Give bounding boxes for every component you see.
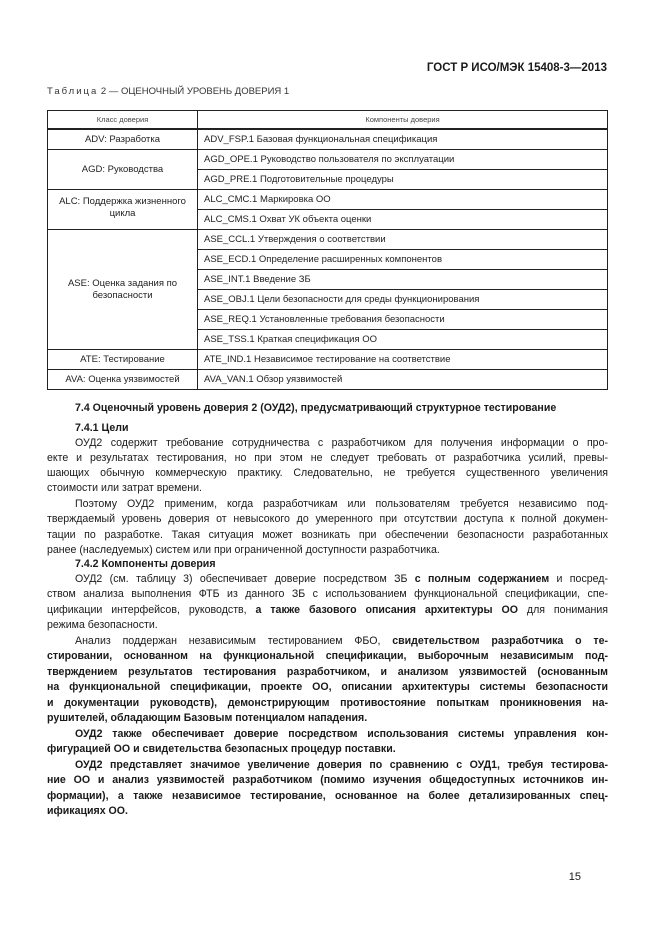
text: ством анализа выполнения ФТБ из данного ЗБ с использованием функциональной спецификации, спе- <box>47 588 608 600</box>
assurance-component-cell: AVA_VAN.1 Обзор уязвимостей <box>198 370 608 390</box>
text: стоимости или затрат времени. <box>47 482 202 494</box>
text-line <box>75 497 608 512</box>
assurance-class-cell: ASE: Оценка задания по безопасности <box>48 230 198 350</box>
bold-text: и документации руководств), демонстрирующим противостояние попыткам проникновения на- <box>47 697 608 709</box>
assurance-component-cell: ASE_ECD.1 Определение расширенных компонентов <box>198 250 608 270</box>
assurance-component-cell: ASE_OBJ.1 Цели безопасности для среды функционирования <box>198 290 608 310</box>
assurance-component-cell: ADV_FSP.1 Базовая функциональная спецификация <box>198 129 608 150</box>
text-line <box>47 665 608 680</box>
assurance-class-cell: AGD: Руководства <box>48 150 198 190</box>
text-line <box>47 711 367 726</box>
text-line <box>47 680 608 695</box>
assurance-component-cell: ALC_CMC.1 Маркировка ОО <box>198 190 608 210</box>
table-caption <box>47 86 289 97</box>
text-line <box>75 727 608 742</box>
table-row <box>48 129 608 150</box>
assurance-class-cell: ALC: Поддержка жизненного цикла <box>48 190 198 230</box>
text: Поэтому ОУД2 применим, когда разработчикам или пользователям требуется независимо под- <box>75 498 608 510</box>
text-line <box>47 512 608 527</box>
document-id: ГОСТ Р ИСО/МЭК 15408-3—2013 <box>426 62 607 74</box>
assurance-component-cell: ASE_CCL.1 Утверждения о соответствии <box>198 230 608 250</box>
bold-text: ние ОО и анализ уязвимостей разработчиком (помимо изучения общедоступных источников ин- <box>47 774 608 786</box>
assurance-component-cell: ALC_CMS.1 Охват УК объекта оценки <box>198 210 608 230</box>
text: шающих обычную коммерческую практику. Следовательно, не требуется существенного увеличения <box>47 467 608 479</box>
bold-text: 7.4.1 Цели <box>75 422 129 434</box>
text-line <box>47 603 608 618</box>
bold-text: 7.4.2 Компоненты доверия <box>75 558 216 570</box>
section-heading <box>75 557 216 572</box>
section-heading <box>75 401 556 416</box>
text-line <box>47 789 608 804</box>
bold-text: с полным содержанием <box>414 573 550 585</box>
assurance-component-cell: ASE_INT.1 Введение ЗБ <box>198 270 608 290</box>
bold-text: ификациях ОО. <box>47 805 128 817</box>
table-row <box>48 350 608 370</box>
text: ОУД2 содержит требование сотрудничества с разработчиком для получения информации о про- <box>75 437 608 449</box>
text-line <box>47 804 128 819</box>
assurance-component-cell: AGD_PRE.1 Подготовительные процедуры <box>198 170 608 190</box>
bold-text: стировании, основанном на функциональной спецификации, выборочным независимым под- <box>47 650 608 662</box>
table-row <box>48 230 608 250</box>
page-number: 15 <box>568 871 581 883</box>
text-line <box>47 451 608 466</box>
text: тверждаемый уровень доверия от невысокого до умеренного при отсутствии доступа к полной докумен- <box>47 513 608 525</box>
assurance-component-cell: AGD_OPE.1 Руководство пользователя по эксплуатации <box>198 150 608 170</box>
text-line <box>75 436 608 451</box>
text-line <box>75 634 608 649</box>
text: тации по разработке. Такая ситуация может возникать при обеспечении безопасности разработанных <box>47 529 608 541</box>
text-line <box>75 758 608 773</box>
text-line <box>47 773 608 788</box>
text: цификации интерфейсов, руководств, <box>47 604 256 616</box>
text: режима безопасности. <box>47 619 158 631</box>
assurance-table <box>47 110 608 390</box>
text: ранее (наследуемых) систем или при ограниченной доступности разработчика. <box>47 544 440 556</box>
text-line <box>47 528 608 543</box>
text: для понимания <box>517 604 609 616</box>
column-header-class: Класс доверия <box>48 111 198 130</box>
text-line <box>47 481 202 496</box>
bold-text: а также базового описания архитектуры ОО <box>255 604 518 616</box>
column-header-components: Компоненты доверия <box>198 111 608 130</box>
text-line <box>47 466 608 481</box>
text-line <box>75 572 608 587</box>
assurance-component-cell: ASE_TSS.1 Краткая спецификация ОО <box>198 330 608 350</box>
bold-text: 7.4 Оценочный уровень доверия 2 (ОУД2), предусматривающий структурное тестирование <box>75 402 557 414</box>
bold-text: ОУД2 представляет значимое увеличение доверия по сравнению с ОУД1, требуя тестирова- <box>75 759 608 771</box>
assurance-component-cell: ATE_IND.1 Независимое тестирование на соответствие <box>198 350 608 370</box>
table-row <box>48 370 608 390</box>
text-line <box>47 587 608 602</box>
text-line <box>47 618 158 633</box>
text-line <box>47 742 396 757</box>
bold-text: рушителей, обладающим Базовым потенциалом нападения. <box>47 712 368 724</box>
bold-text: свидетельством разработчика о те- <box>392 635 608 647</box>
text: ОУД2 (см. таблицу 3) обеспечивает доверие посредством ЗБ <box>75 573 415 585</box>
bold-text: фигурацией ОО и свидетельства безопасных процедур поставки. <box>47 743 396 755</box>
table-row <box>48 150 608 170</box>
caption-prefix: Таблица <box>47 86 99 97</box>
bold-text: тверждением результатов тестирования разработчиком, и анализом уязвимостей (основанным <box>47 666 608 678</box>
text: Анализ поддержан независимым тестированием ФБО, <box>75 635 393 647</box>
text: екте и результатах тестирования, но при этом не следует требовать от разработчика усилий, превы- <box>47 452 608 464</box>
assurance-component-cell: ASE_REQ.1 Установленные требования безопасности <box>198 310 608 330</box>
assurance-class-cell: ADV: Разработка <box>48 129 198 150</box>
text-line <box>47 696 608 711</box>
text-line <box>47 649 608 664</box>
bold-text: на функциональной спецификации, проекте ОО, описании архитектуры системы безопасности <box>47 681 608 693</box>
bold-text: ОУД2 также обеспечивает доверие посредством использования системы управления кон- <box>75 728 608 740</box>
assurance-class-cell: ATE: Тестирование <box>48 350 198 370</box>
bold-text: формации), а также независимое тестирование, основанное на более детализированных спец- <box>47 790 608 802</box>
table-row <box>48 190 608 210</box>
section-heading <box>75 421 129 436</box>
assurance-class-cell: AVA: Оценка уязвимостей <box>48 370 198 390</box>
text: и посред- <box>549 573 608 585</box>
caption-title: 2 — ОЦЕНОЧНЫЙ УРОВЕНЬ ДОВЕРИЯ 1 <box>98 86 290 97</box>
text-line <box>47 543 440 558</box>
